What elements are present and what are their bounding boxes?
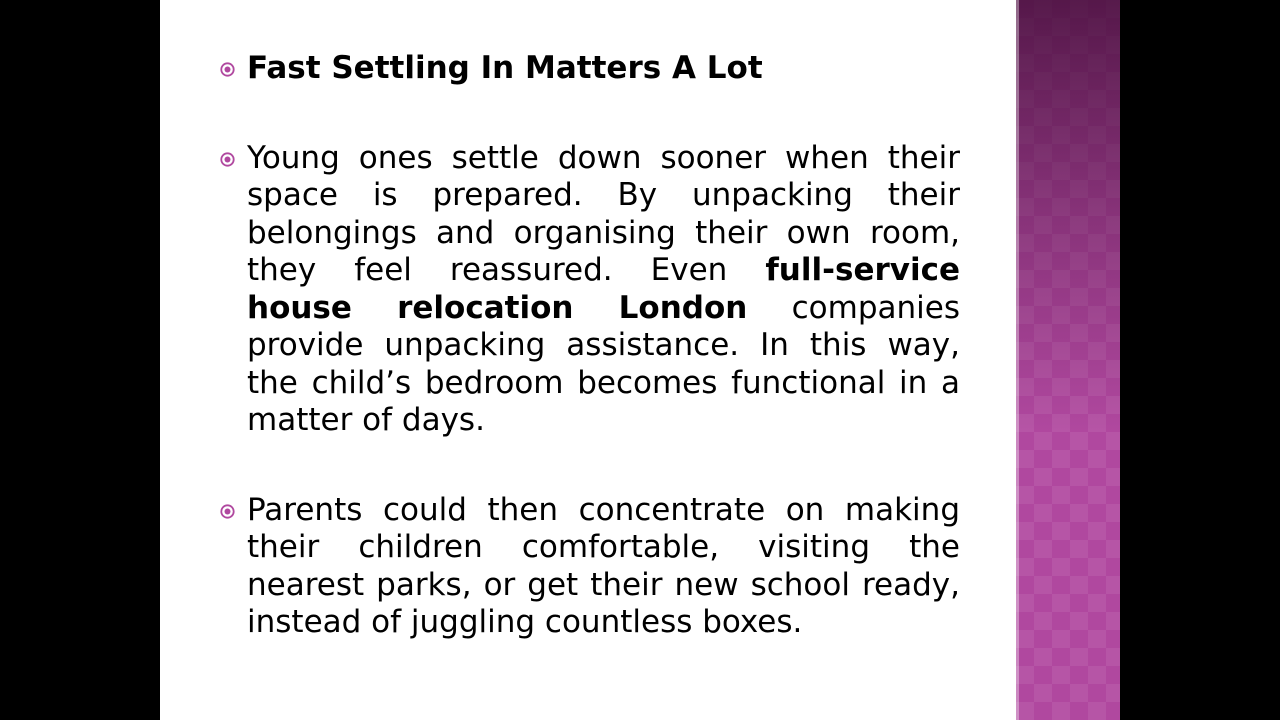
- slide-content: [220, 50, 960, 694]
- heading-text: Fast Settling In Matters A Lot: [247, 50, 763, 86]
- bullet-paragraph-2: [220, 492, 960, 642]
- slide: [160, 0, 1120, 720]
- radio-bullet-icon: [220, 504, 235, 519]
- bullet-heading: [220, 50, 960, 88]
- bullet-paragraph-1: [220, 140, 960, 440]
- paragraph-1-bold-phrase: full-service house relocation London: [247, 252, 960, 326]
- paragraph-1-text-start: Young ones settle down sooner when their space is prepared. By unpacking their belongings and organising their own room, they feel reassured. Even: [247, 139, 960, 288]
- paragraph-1-text-end: companies provide unpacking assistance. In this way, the child’s bedroom becomes functional in a matter of days.: [247, 289, 960, 438]
- paragraph-2-text: Parents could then concentrate on making their children comfortable, visiting the nearest parks, or get their new school ready, instead of juggling countless boxes.: [247, 491, 960, 640]
- radio-bullet-icon: [220, 62, 235, 77]
- decorative-side-panel: [1016, 0, 1120, 720]
- radio-bullet-icon: [220, 152, 235, 167]
